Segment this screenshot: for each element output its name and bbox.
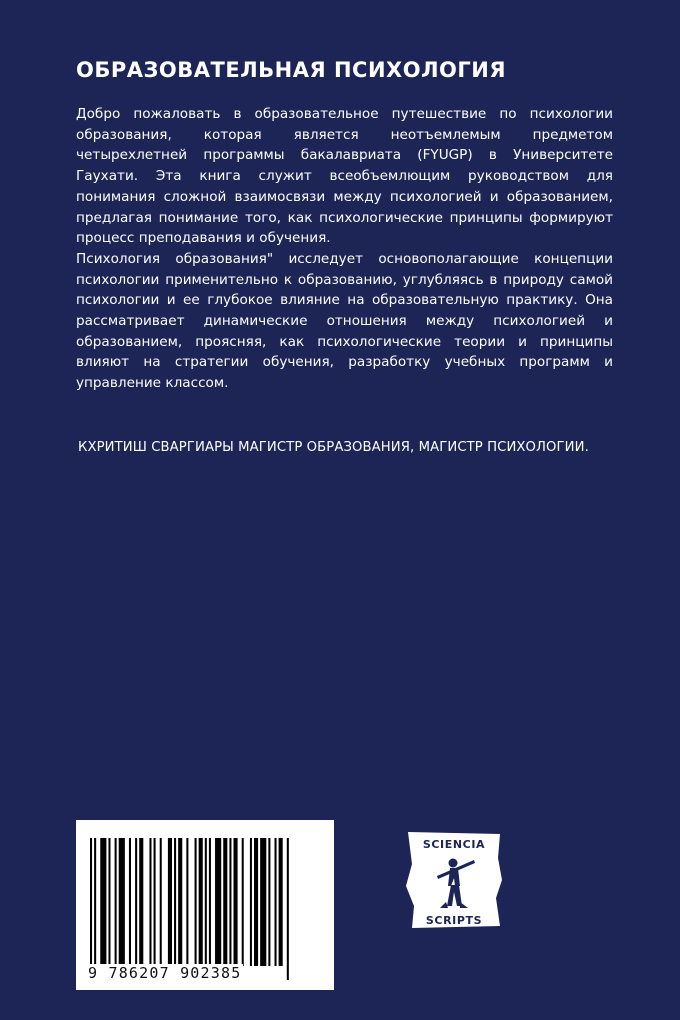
barcode-bar bbox=[160, 838, 162, 966]
barcode-bar bbox=[108, 838, 110, 966]
barcode-bar bbox=[234, 838, 238, 966]
barcode-bar bbox=[229, 838, 231, 966]
publisher-name-top: SCIENCIA bbox=[422, 838, 486, 851]
barcode-bar bbox=[178, 838, 182, 966]
barcode-bar bbox=[149, 838, 151, 966]
barcode-bar bbox=[275, 838, 277, 966]
barcode-bar bbox=[287, 838, 289, 980]
barcode-bar bbox=[279, 838, 283, 966]
barcode-bar bbox=[268, 838, 270, 966]
barcode-bar bbox=[199, 838, 203, 966]
barcode-bar bbox=[115, 838, 117, 966]
barcode-bar bbox=[223, 838, 227, 966]
barcode-bar bbox=[209, 838, 211, 966]
barcode-bar bbox=[250, 838, 252, 966]
barcode-bar bbox=[168, 838, 172, 966]
barcode-bar bbox=[100, 838, 106, 966]
isbn-barcode bbox=[76, 820, 334, 990]
barcode-bar bbox=[139, 838, 143, 966]
description-paragraph-2: Психология образования" исследует основополагающие концепции психологии применительно к образованию, углубляясь в природу самой психологии и ее глубокое влияние на образовательную практику. Она рассматривает динамические отношения между психологией и образованием, проясняя, как психологические теории и принципы влияют на стратегии обучения, разработку учебных программ и управление классом. bbox=[76, 250, 613, 392]
barcode-bar bbox=[186, 838, 188, 966]
barcode-bar bbox=[260, 838, 266, 966]
barcode-bar bbox=[94, 838, 96, 980]
barcode-bar bbox=[205, 838, 207, 966]
barcode-bar bbox=[135, 838, 137, 966]
barcode-bar bbox=[129, 838, 131, 966]
barcode-bar bbox=[90, 838, 92, 980]
barcode-bar bbox=[215, 838, 221, 966]
isbn-number: 9 786207 902385 bbox=[88, 964, 242, 982]
barcode-bar bbox=[254, 838, 258, 966]
description-paragraph-1: Добро пожаловать в образовательное путешествие по психологии образования, которая является неотъемлемым предметом четырехлетней программы бакалавриата (FYUGP) в Университете Гаухати. Эта книга служит всеобъемлющим руководством для понимания сложной взаимосвязи между психологией и образованием, предлагая понимание того, как психологические принципы формируют процесс преподавания и обучения. bbox=[76, 106, 613, 247]
back-cover-description bbox=[76, 104, 613, 394]
barcode-bar bbox=[174, 838, 176, 966]
barcode-bar bbox=[119, 838, 125, 966]
publisher-name-bottom: SCRIPTS bbox=[425, 914, 483, 927]
barcode-bar bbox=[242, 838, 244, 966]
barcode-bar bbox=[195, 838, 197, 980]
publisher-logo bbox=[404, 828, 504, 932]
author-line: КХРИТИШ СВАРГИАРЫ МАГИСТР ОБРАЗОВАНИЯ, МАГИСТР ПСИХОЛОГИИ. bbox=[78, 440, 589, 455]
barcode-bar bbox=[154, 838, 156, 966]
book-title: ОБРАЗОВАТЕЛЬНАЯ ПСИХОЛОГИЯ bbox=[76, 58, 506, 82]
